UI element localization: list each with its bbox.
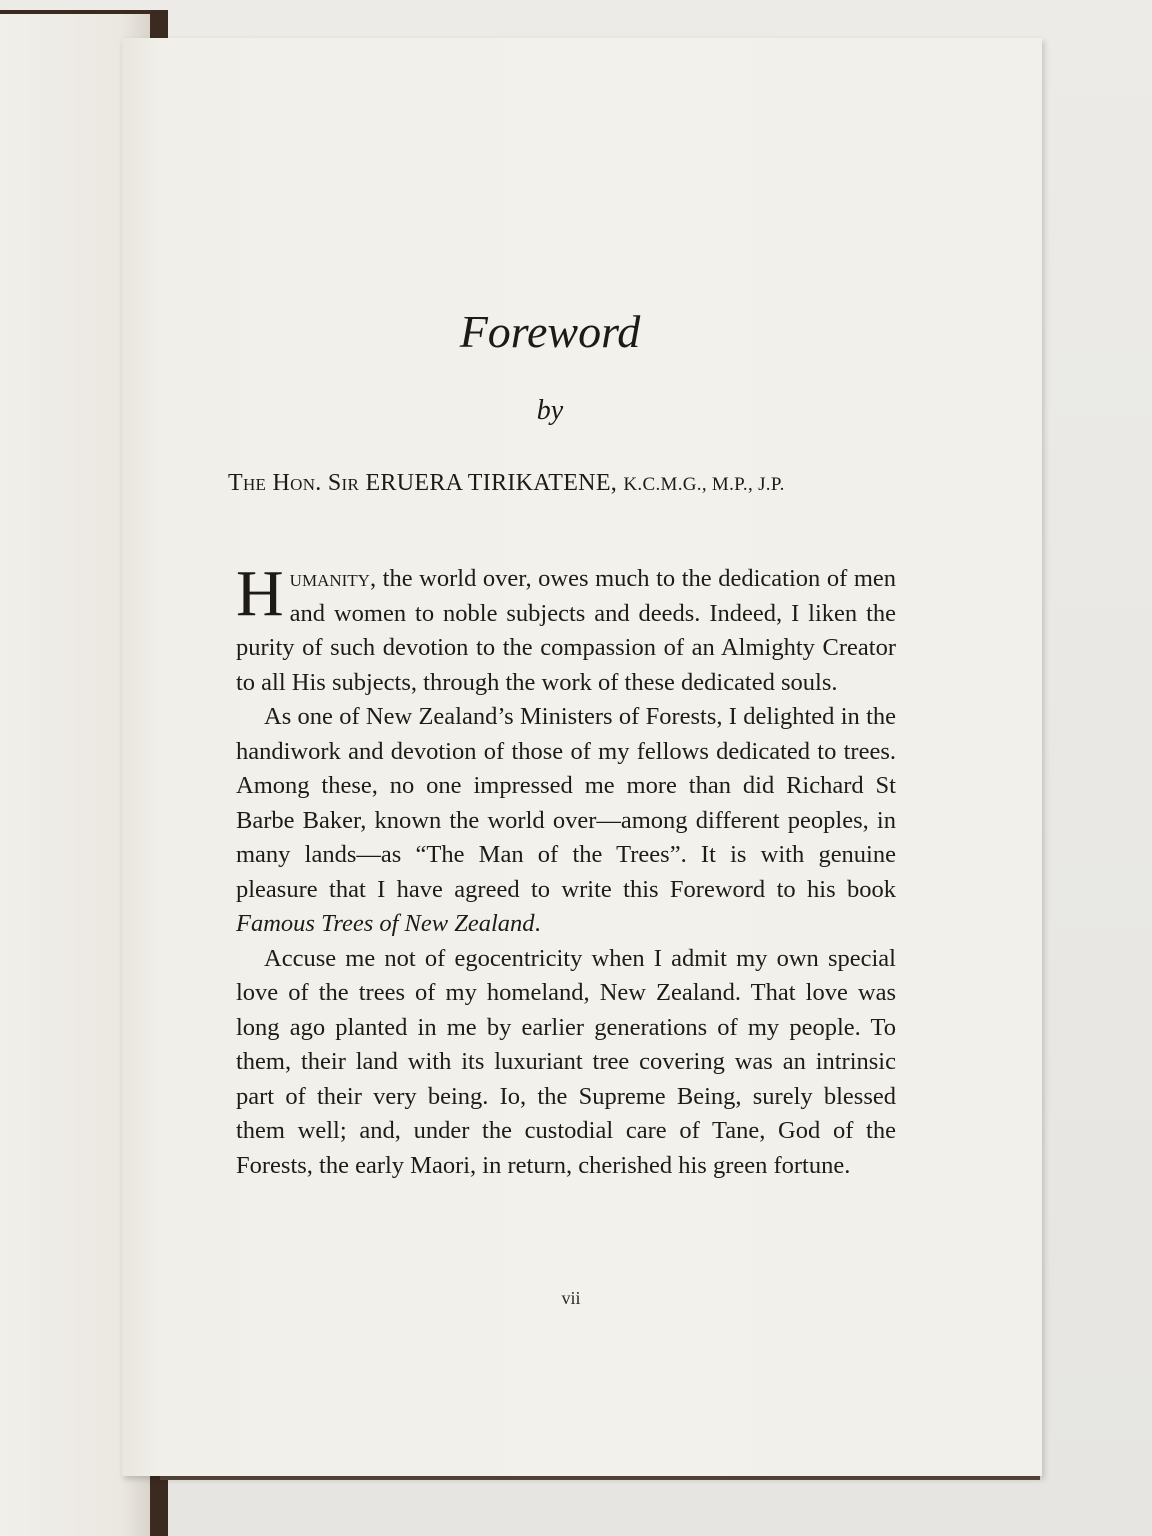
paragraph-1-text: , the world over, owes much to the dedication of men and women to noble subjects and deeds. Indeed, I liken the purity of such devotion to the compassion of an Almighty Creator to all His subjects, through the work of these dedicated souls.: [236, 565, 896, 696]
paragraph-2-end: .: [534, 910, 541, 937]
paragraph-2: [236, 700, 896, 942]
author-name: ERUERA TIRIKATENE,: [365, 470, 618, 496]
page-title: Foreword: [459, 306, 641, 357]
page-number: vii: [561, 1288, 581, 1308]
paragraph-3: Accuse me not of egocentricity when I admit my own special love of the trees of my homeland, New Zealand. That love was long ago planted in me by earlier generations of my people. To them, their land with its luxuriant tree covering was an intrinsic part of their very being. Io, the Supreme Being, surely blessed them well; and, under the custodial care of Tane, God of the Forests, the early Maori, in return, cherished his green fortune.: [236, 944, 896, 1179]
drop-cap: H: [236, 557, 284, 630]
paragraph-2-text: As one of New Zealand’s Ministers of Forests, I delighted in the handiwork and devotion of those of my fellows dedicated to trees. Among these, no one impressed me more than did Richard St Barbe Baker, known the world over—among different peoples, in many lands—as “The Man of the Trees”. It is with genuine pleasure that I have agreed to write this Foreword to his book: [236, 703, 896, 903]
author-honours: K.C.M.G., M.P., J.P.: [623, 474, 785, 495]
book-title: Famous Trees of New Zealand: [236, 910, 535, 937]
author-line: [228, 470, 908, 497]
byline-by: by: [536, 395, 564, 426]
paragraph-1-smallcaps: umanity: [289, 565, 370, 592]
foreword-body: [236, 557, 896, 1183]
author-prefix: The Hon. Sir: [228, 470, 360, 496]
paragraph-1: [236, 557, 896, 700]
